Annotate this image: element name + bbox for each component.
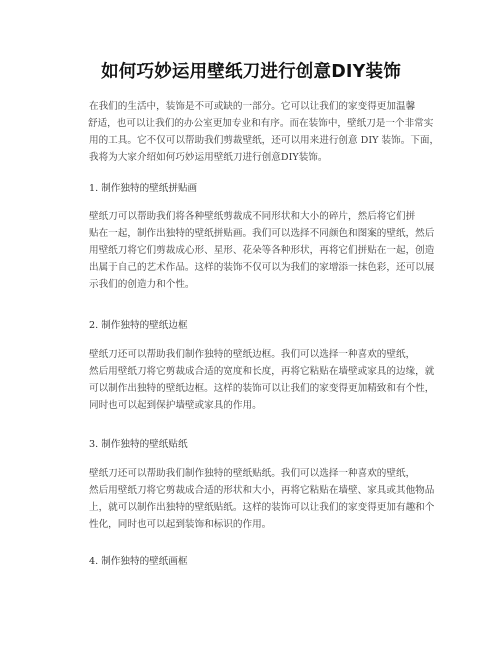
paragraph-line: 用壁纸刀将它们剪裁成心形、星形、花朵等各种形状，再将它们拼贴在一起，创造	[89, 245, 435, 256]
intro-line: 在我们的生活中，装饰是不可或缺的一部分。它可以让我们的家变得更加温馨	[89, 101, 416, 112]
section-heading: 1. 制作独特的壁纸拼贴画	[89, 183, 198, 194]
intro-paragraph	[88, 98, 440, 166]
paragraph-line: 性化，同时也可以起到装饰和标识的作用。	[89, 519, 272, 530]
paragraph-line: 壁纸刀还可以帮助我们制作独特的壁纸贴纸。我们可以选择一种喜欢的壁纸，	[89, 468, 416, 479]
paragraph-line: 出属于自己的艺术作品。这样的装饰不仅可以为我们的家增添一抹色彩，还可以展	[89, 262, 435, 273]
paragraph-line: 然后用壁纸刀将它剪裁成合适的形状和大小，再将它粘贴在墙壁、家具或其他物品	[89, 485, 435, 496]
paragraph-line: 上，就可以制作出独特的壁纸贴纸。这样的装饰可以让我们的家变得更加有趣和个	[89, 502, 435, 513]
intro-line: 舒适，也可以让我们的办公室更加专业和有序。而在装饰中，壁纸刀是一个非常实	[88, 118, 434, 129]
paragraph-line: 然后用壁纸刀将它剪裁成合适的宽度和长度，再将它粘贴在墙壁或家具的边缘，就	[89, 366, 435, 377]
section-heading: 3. 制作独特的壁纸贴纸	[89, 439, 188, 450]
section-paragraph	[89, 465, 435, 533]
paragraph-line: 可以制作出独特的壁纸边框。这样的装饰可以让我们的家变得更加精致和有个性，	[89, 383, 435, 394]
intro-line: 用的工具。它不仅可以帮助我们剪裁壁纸，还可以用来进行创意 DIY 装饰。下面，	[89, 135, 440, 146]
section-paragraph	[89, 346, 435, 414]
section-heading: 2. 制作独特的壁纸边框	[89, 320, 188, 331]
paragraph-line: 壁纸刀可以帮助我们将各种壁纸剪裁成不同形状和大小的碎片，然后将它们拼	[89, 211, 416, 222]
paragraph-line: 示我们的创造力和个性。	[89, 279, 195, 290]
intro-line: 我将为大家介绍如何巧妙运用壁纸刀进行创意DIY装饰。	[89, 152, 328, 163]
section-paragraph	[89, 208, 435, 293]
paragraph-line: 壁纸刀还可以帮助我们制作独特的壁纸边框。我们可以选择一种喜欢的壁纸，	[89, 349, 416, 360]
document-title: 如何巧妙运用壁纸刀进行创意DIY装饰	[101, 62, 401, 82]
paragraph-line: 同时也可以起到保护墙壁或家具的作用。	[89, 400, 262, 411]
paragraph-line: 贴在一起，制作出独特的壁纸拼贴画。我们可以选择不同颜色和图案的壁纸，然后	[89, 228, 435, 239]
section-heading: 4. 制作独特的壁纸画框	[89, 556, 188, 567]
